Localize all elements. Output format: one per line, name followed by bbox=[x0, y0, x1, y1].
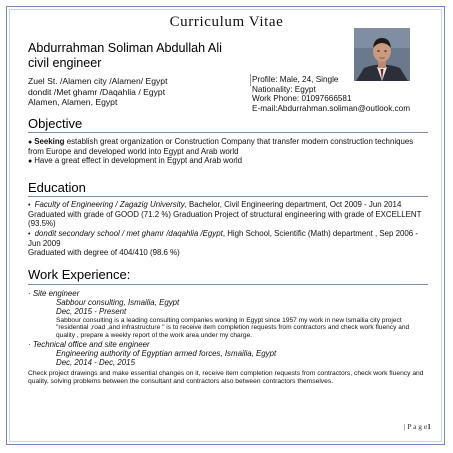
job-title: · Technical office and site engineer bbox=[28, 340, 150, 349]
page-number: 1 bbox=[427, 422, 431, 431]
objective-bullet-text: Have a great effect in development in Egypt and Arab world bbox=[34, 156, 243, 166]
portrait-image bbox=[354, 28, 410, 81]
bullet-icon: • bbox=[28, 202, 31, 209]
address-line: Zuel St. /Alamen city /Alamen/ Egypt bbox=[28, 76, 168, 86]
education-content bbox=[28, 200, 428, 257]
objective-heading: Objective bbox=[28, 116, 83, 131]
job-title: · Site engineer bbox=[28, 289, 80, 298]
page-footer bbox=[404, 422, 431, 431]
address-block bbox=[28, 76, 167, 108]
education-heading: Education bbox=[28, 180, 86, 195]
job-entry bbox=[28, 340, 428, 368]
bullet-icon: • bbox=[28, 230, 31, 238]
job-title-text: Technical office and site engineer bbox=[32, 340, 150, 349]
address-line: Alamen, Alamen, Egypt bbox=[28, 97, 118, 107]
education-note: Graduated with degree of 404/410 (98.6 %) bbox=[28, 248, 180, 258]
job-dates: Dec, 2014 - Dec, 2015 bbox=[56, 358, 135, 368]
job-entry bbox=[28, 289, 428, 339]
bullet-icon: ● bbox=[28, 158, 33, 166]
email-line: E-mail:Abdurrahman.soliman@outlook.com bbox=[252, 104, 411, 114]
education-details: , High School, Scientific (Math) department , Sep 2006 - Jun 2009 bbox=[28, 228, 418, 248]
objective-bullet-text: establish great organization or Construction Company that transfer modern construction techniques from Europe and developed world into Egypt and Arab world bbox=[28, 137, 414, 157]
document-title: Curriculum Vitae bbox=[169, 14, 284, 30]
objective-divider bbox=[28, 132, 428, 133]
page-label: | P a g e bbox=[403, 422, 428, 431]
education-item bbox=[28, 229, 428, 248]
education-institution: Faculty of Engineering / Zagazig University bbox=[34, 200, 185, 209]
person-name: Abdurrahman Soliman Abdullah Ali bbox=[28, 41, 222, 55]
job-dates: Dec, 2015 - Present bbox=[56, 307, 127, 317]
objective-bullet bbox=[28, 137, 428, 156]
person-role: civil engineer bbox=[28, 56, 102, 70]
job-description: Sabbour consulting is a leading consulting companies working in Egypt since 1957 my work in new Ismailia city project "residential ,road ,and infrastructure " is to receive item completion requests from contractors and check work fluency and quality , prepare a weekly report of the work area under my charge. bbox=[56, 316, 410, 339]
work-divider bbox=[28, 284, 428, 285]
work-heading: Work Experience: bbox=[28, 267, 131, 282]
education-details: , Bachelor, Civil Engineering department, Oct 2009 - Jun 2014 bbox=[184, 200, 402, 209]
profile-block bbox=[252, 75, 410, 114]
phone-line: Work Phone: 01097666581 bbox=[252, 94, 352, 104]
job-title-text: Site engineer bbox=[32, 289, 80, 298]
profile-line: Profile: Male, 24, Single bbox=[252, 75, 339, 84]
nationality-line: Nationality: Egypt bbox=[252, 84, 316, 94]
profile-photo bbox=[354, 28, 410, 81]
address-line: dondit /Met ghamr /Daqahlia / Egypt bbox=[28, 86, 166, 97]
education-item bbox=[28, 200, 428, 210]
job-company: Engineering authority of Egyptian armed forces, Ismailia, Egypt bbox=[56, 349, 277, 359]
name-block bbox=[28, 41, 222, 71]
job-description: Check project drawings and make essential changes on it, receive item completion requests from contractors, check work fluency and quality, solving problems between the consultant and contractors also between contractors themselves. bbox=[28, 370, 424, 385]
objective-bullet bbox=[28, 156, 428, 166]
objective-bullet-bold: Seeking bbox=[34, 137, 65, 146]
bullet-icon: ● bbox=[28, 139, 33, 146]
job-company: Sabbour consulting, Ismailia, Egypt bbox=[56, 298, 180, 308]
education-divider bbox=[28, 196, 428, 197]
objective-content bbox=[28, 137, 428, 167]
education-note: Graduated with grade of GOOD (71.2 %) Graduation Project of structural engineering with grade of EXCELLENT (93.5%) bbox=[28, 210, 422, 229]
education-institution: dondit secondary school / met ghamr /daqahlia /Egypt bbox=[34, 228, 223, 238]
